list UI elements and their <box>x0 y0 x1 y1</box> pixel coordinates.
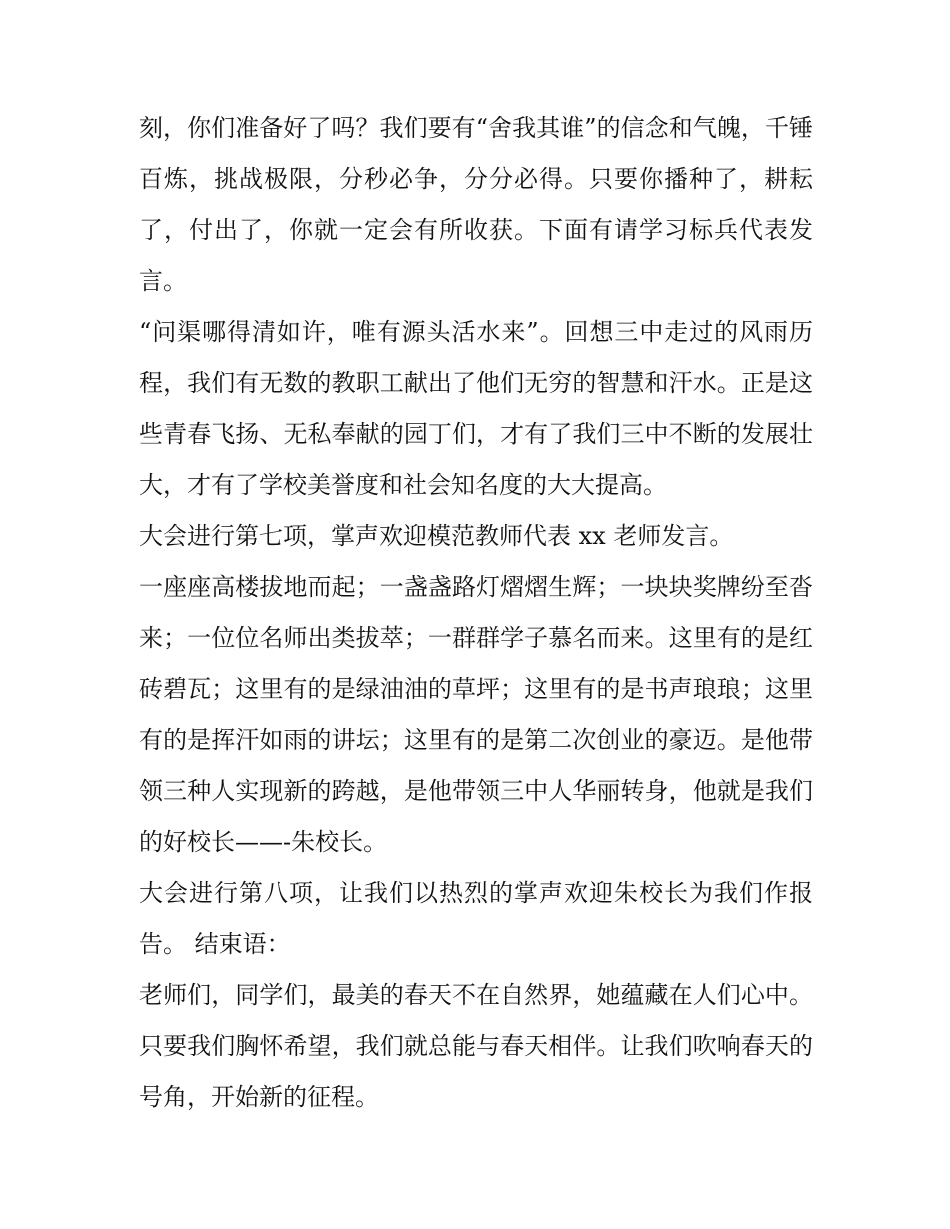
paragraph-closing-remarks: 老师们，同学们，最美的春天不在自然界，她蕴藏在人们心中。只要我们胸怀希望，我们就总能与春天相伴。让我们吹响春天的号角，开始新的征程。 <box>139 981 813 1111</box>
paragraph-agenda-item-7: 大会进行第七项，掌声欢迎模范教师代表 xx 老师发言。 <box>139 522 734 550</box>
document-body <box>139 103 813 1123</box>
paragraph-call-to-action: 刻，你们准备好了吗？我们要有“舍我其谁”的信念和气魄，千锤百炼，挑战极限，分秒必争，分分必得。只要你播种了，耕耘了，付出了，你就一定会有所收获。下面有请学习标兵代表发言。 <box>139 114 813 295</box>
paragraph-principal-tribute: 一座座高楼拔地而起；一盏盏路灯熠熠生辉；一块块奖牌纷至沓来；一位位名师出类拔萃；一群群学子慕名而来。这里有的是红砖碧瓦；这里有的是绿油油的草坪；这里有的是书声琅琅；这里有的是挥汗如雨的讲坛；这里有的是第二次创业的豪迈。是他带领三种人实现新的跨越，是他带领三中人华丽转身，他就是我们的好校长——-朱校长。 <box>139 573 813 856</box>
paragraph-agenda-item-8: 大会进行第八项，让我们以热烈的掌声欢迎朱校长为我们作报告。 结束语： <box>139 879 813 958</box>
paragraph-teachers-tribute: “问渠哪得清如许，唯有源头活水来”。回想三中走过的风雨历程，我们有无数的教职工献出了他们无穷的智慧和汗水。正是这些青春飞扬、无私奉献的园丁们，才有了我们三中不断的发展壮大，才有了学校美誉度和社会知名度的大大提高。 <box>139 318 813 499</box>
